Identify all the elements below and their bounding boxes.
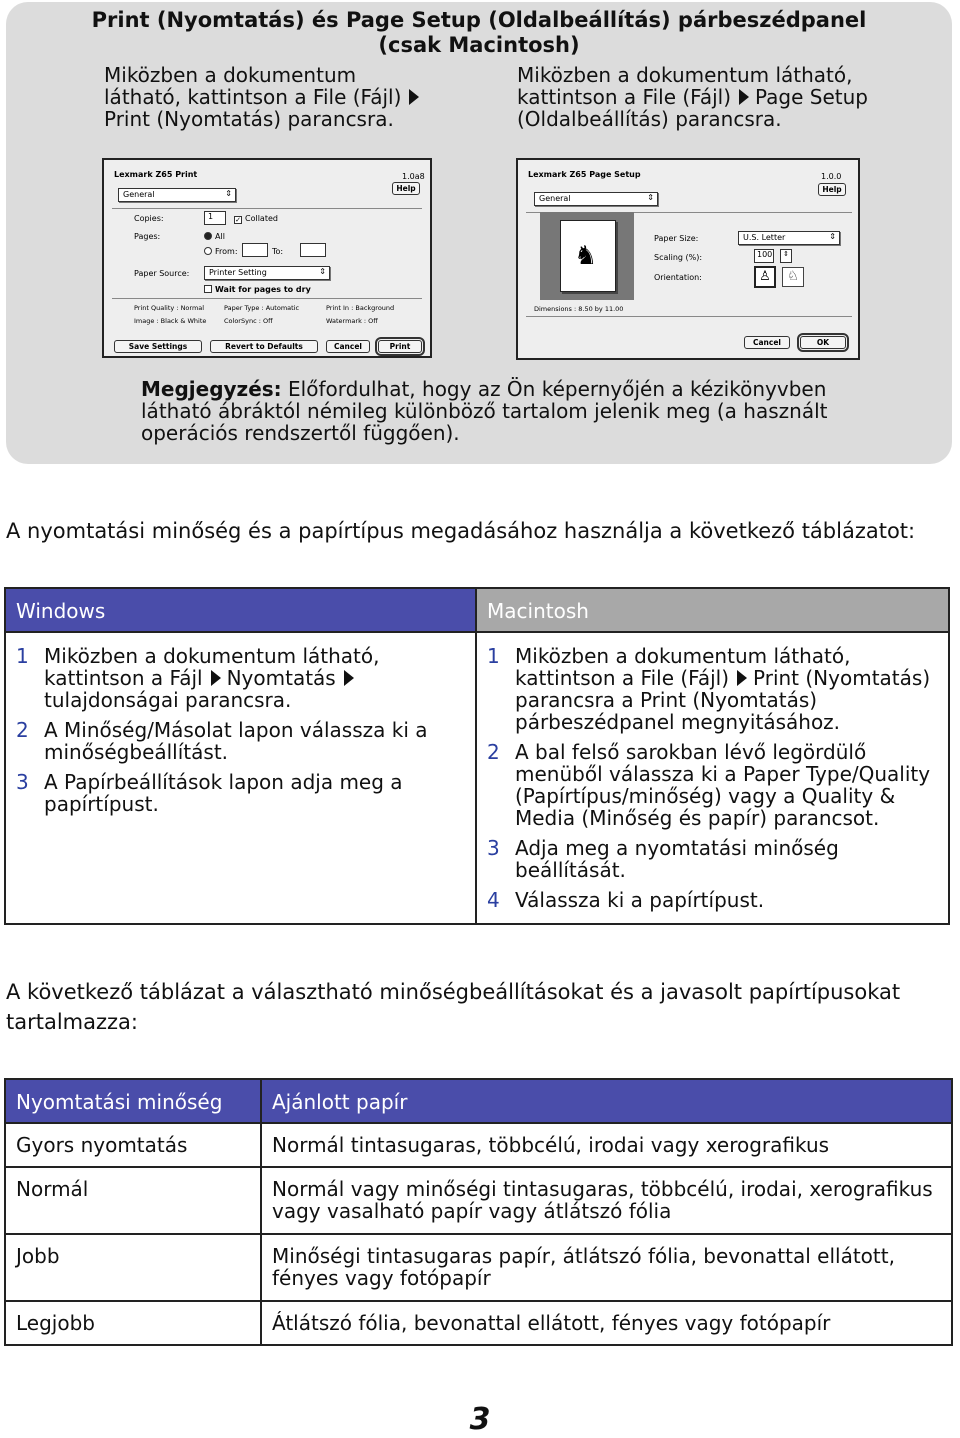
- all-radio[interactable]: [204, 232, 225, 241]
- windows-header: Windows: [5, 588, 476, 632]
- step-text: A Minőség/Másolat lapon válassza ki a minőségbeállítást.: [44, 718, 428, 764]
- popup-arrows-icon: ⇕: [319, 267, 326, 276]
- list-item: [16, 645, 467, 711]
- step-number: 1: [487, 644, 500, 668]
- page-preview-sheet: [560, 220, 616, 292]
- all-label: All: [215, 232, 225, 241]
- paper-size-popup[interactable]: [738, 231, 840, 245]
- help-button[interactable]: Help: [392, 182, 420, 195]
- step-number: 4: [487, 888, 500, 912]
- step-text: Válassza ki a papírtípust.: [515, 888, 765, 912]
- paper-source-value: Printer Setting: [209, 268, 267, 277]
- help-button[interactable]: Help: [818, 183, 846, 196]
- revert-defaults-button[interactable]: Revert to Defaults: [210, 340, 318, 353]
- list-item: [16, 771, 467, 815]
- intro-paragraph-2: A következő táblázat a választható minőségbeállításokat és a javasolt papírtípusokat tartalmazza:: [6, 980, 901, 1034]
- summary-paper-type: Paper Type : Automatic: [224, 304, 300, 312]
- paper-cell: Normál tintasugaras, többcélú, irodai vagy xerografikus: [261, 1123, 952, 1167]
- wait-checkbox[interactable]: [204, 285, 311, 294]
- summary-colorsync: ColorSync : Off: [224, 317, 273, 325]
- print-dialog: [102, 158, 432, 358]
- intro-paragraph-1: A nyomtatási minőség és a papírtípus megadásához használja a következő táblázatot:: [6, 519, 916, 543]
- paper-size-value: U.S. Letter: [743, 233, 786, 242]
- quality-cell: Legjobb: [5, 1301, 261, 1345]
- arrow-right-icon: [409, 89, 419, 105]
- collated-checkbox[interactable]: [234, 214, 278, 224]
- print-instruction-part-b: Print (Nyomtatás) parancsra.: [104, 107, 394, 131]
- checkbox-icon: [204, 285, 212, 293]
- setup-instruction-part-b: Page Setup (Oldalbeállítás) parancsra.: [517, 85, 869, 131]
- save-settings-button[interactable]: Save Settings: [114, 340, 202, 353]
- print-instruction: [104, 64, 434, 130]
- summary-print-in: Print In : Background: [326, 304, 395, 312]
- table-row: [5, 1123, 952, 1167]
- list-item: [487, 741, 940, 829]
- checkmark-icon: ✓: [235, 216, 241, 224]
- cancel-button[interactable]: Cancel: [326, 340, 370, 353]
- step-text: tulajdonságai parancsra.: [44, 688, 292, 712]
- wait-label: Wait for pages to dry: [215, 285, 311, 294]
- arrow-right-icon: [211, 670, 221, 686]
- portrait-orientation-icon[interactable]: ♙: [754, 266, 776, 288]
- scaling-field[interactable]: 100: [754, 249, 774, 263]
- print-button[interactable]: Print: [378, 340, 422, 353]
- print-dialog-title: Lexmark Z65 Print: [114, 170, 198, 179]
- step-text: Miközben a dokumentum látható, kattintson a File (Fájl): [515, 644, 851, 690]
- divider: [112, 298, 422, 299]
- list-item: [16, 719, 467, 763]
- ok-button[interactable]: OK: [800, 336, 846, 349]
- scaling-label: Scaling (%):: [654, 253, 703, 262]
- panel-popup[interactable]: [534, 192, 658, 206]
- quality-cell: Jobb: [5, 1234, 261, 1301]
- paper-header: Ajánlott papír: [261, 1079, 952, 1123]
- step-text: Print (Nyomtatás) parancsra a Print (Nyomtatás) párbeszédpanel megnyitásához.: [515, 666, 931, 734]
- collated-label: Collated: [245, 214, 278, 223]
- panel-popup-label: General: [539, 194, 571, 203]
- list-item: [487, 645, 940, 733]
- panel-title: Print (Nyomtatás) és Page Setup (Oldalbeállítás) párbeszédpanel (csak Macintosh): [91, 8, 867, 57]
- popup-arrows-icon: ⇕: [225, 189, 232, 198]
- summary-watermark: Watermark : Off: [326, 317, 378, 325]
- step-number: 1: [16, 644, 29, 668]
- to-field[interactable]: [300, 243, 326, 257]
- radio-icon: [204, 247, 212, 255]
- dimensions-label: Dimensions : 8.50 by 11.00: [534, 305, 624, 313]
- panel-popup-label: General: [123, 190, 155, 199]
- print-instruction-part-a: Miközben a dokumentum látható, kattintson a File (Fájl): [104, 63, 402, 109]
- macintosh-header: Macintosh: [476, 588, 949, 632]
- table-row: [5, 1234, 952, 1301]
- windows-steps: [5, 632, 476, 924]
- step-text: Miközben a dokumentum látható, kattintson a Fájl: [44, 644, 380, 690]
- cancel-button[interactable]: Cancel: [744, 336, 790, 349]
- orientation-label: Orientation:: [654, 273, 702, 282]
- step-number: 2: [487, 740, 500, 764]
- copies-field[interactable]: 1: [204, 211, 226, 225]
- popup-arrows-icon: ⇕: [829, 232, 836, 241]
- note: [141, 378, 841, 444]
- setup-dialog-title: Lexmark Z65 Page Setup: [528, 170, 641, 179]
- panel-popup[interactable]: [118, 188, 236, 202]
- step-number: 3: [487, 836, 500, 860]
- from-label: From:: [215, 247, 238, 256]
- step-text: Nyomtatás: [226, 666, 336, 690]
- step-number: 2: [16, 718, 29, 742]
- divider: [526, 316, 852, 317]
- step-number: 3: [16, 770, 29, 794]
- landscape-orientation-icon[interactable]: ♘: [782, 267, 804, 287]
- os-steps-table: [4, 587, 950, 925]
- setup-instruction-part-a: Miközben a dokumentum látható, kattintson a File (Fájl): [517, 63, 853, 109]
- step-text: A Papírbeállítások lapon adja meg a papírtípust.: [44, 770, 403, 816]
- summary-image: Image : Black & White: [134, 317, 207, 325]
- print-dialog-version: 1.0a8: [402, 172, 425, 181]
- paper-source-popup[interactable]: [204, 266, 330, 280]
- list-item: [487, 889, 940, 911]
- arrow-right-icon: [737, 670, 747, 686]
- page-preview: [540, 212, 634, 300]
- quality-cell: Normál: [5, 1167, 261, 1234]
- divider: [112, 208, 422, 209]
- step-text: A bal felső sarokban lévő legördülő menüből válassza ki a Paper Type/Quality (Papírtípus/minőség) vagy a Quality & Media (Minőség és papír) parancsot.: [515, 740, 931, 830]
- arrow-right-icon: [344, 670, 354, 686]
- macintosh-steps: [476, 632, 949, 924]
- quality-table: [4, 1078, 953, 1346]
- page-setup-instruction: [517, 64, 897, 130]
- table-row: [5, 1301, 952, 1345]
- note-label: Megjegyzés:: [141, 377, 282, 401]
- paper-cell: Átlátszó fólia, bevonattal ellátott, fényes vagy fotópapír: [261, 1301, 952, 1345]
- from-radio[interactable]: [204, 247, 238, 256]
- paper-source-label: Paper Source:: [134, 269, 190, 278]
- step-text: Adja meg a nyomtatási minőség beállítását.: [515, 836, 839, 882]
- quality-cell: Gyors nyomtatás: [5, 1123, 261, 1167]
- pages-label: Pages:: [134, 232, 161, 241]
- list-item: [487, 837, 940, 881]
- setup-dialog-version: 1.0.0: [821, 172, 842, 181]
- table-row: [5, 1167, 952, 1234]
- from-field[interactable]: [242, 243, 268, 257]
- page-setup-dialog: [516, 158, 860, 360]
- paper-cell: Minőségi tintasugaras papír, átlátszó fólia, bevonattal ellátott, fényes vagy fotópapír: [261, 1234, 952, 1301]
- page-number: 3: [469, 1402, 491, 1437]
- arrow-right-icon: [739, 89, 749, 105]
- copies-label: Copies:: [134, 214, 164, 223]
- summary-print-quality: Print Quality : Normal: [134, 304, 205, 312]
- paper-size-label: Paper Size:: [654, 234, 699, 243]
- paper-cell: Normál vagy minőségi tintasugaras, többcélú, irodai, xerografikus vagy vasalható papír vagy átlátszó fólia: [261, 1167, 952, 1234]
- mac-dialogs-panel: [6, 2, 952, 464]
- dog-icon: ♞: [574, 241, 598, 271]
- note-text: Előfordulhat, hogy az Ön képernyőjén a kézikönyvben látható ábráktól némileg különböző tartalom jelenik meg (a használt operációs rendszertől függően).: [141, 377, 828, 445]
- quality-header: Nyomtatási minőség: [5, 1079, 261, 1123]
- radio-icon: [204, 232, 212, 240]
- popup-arrows-icon: ⇕: [647, 193, 654, 202]
- to-label: To:: [272, 247, 284, 256]
- scaling-stepper[interactable]: ⇕: [780, 249, 792, 263]
